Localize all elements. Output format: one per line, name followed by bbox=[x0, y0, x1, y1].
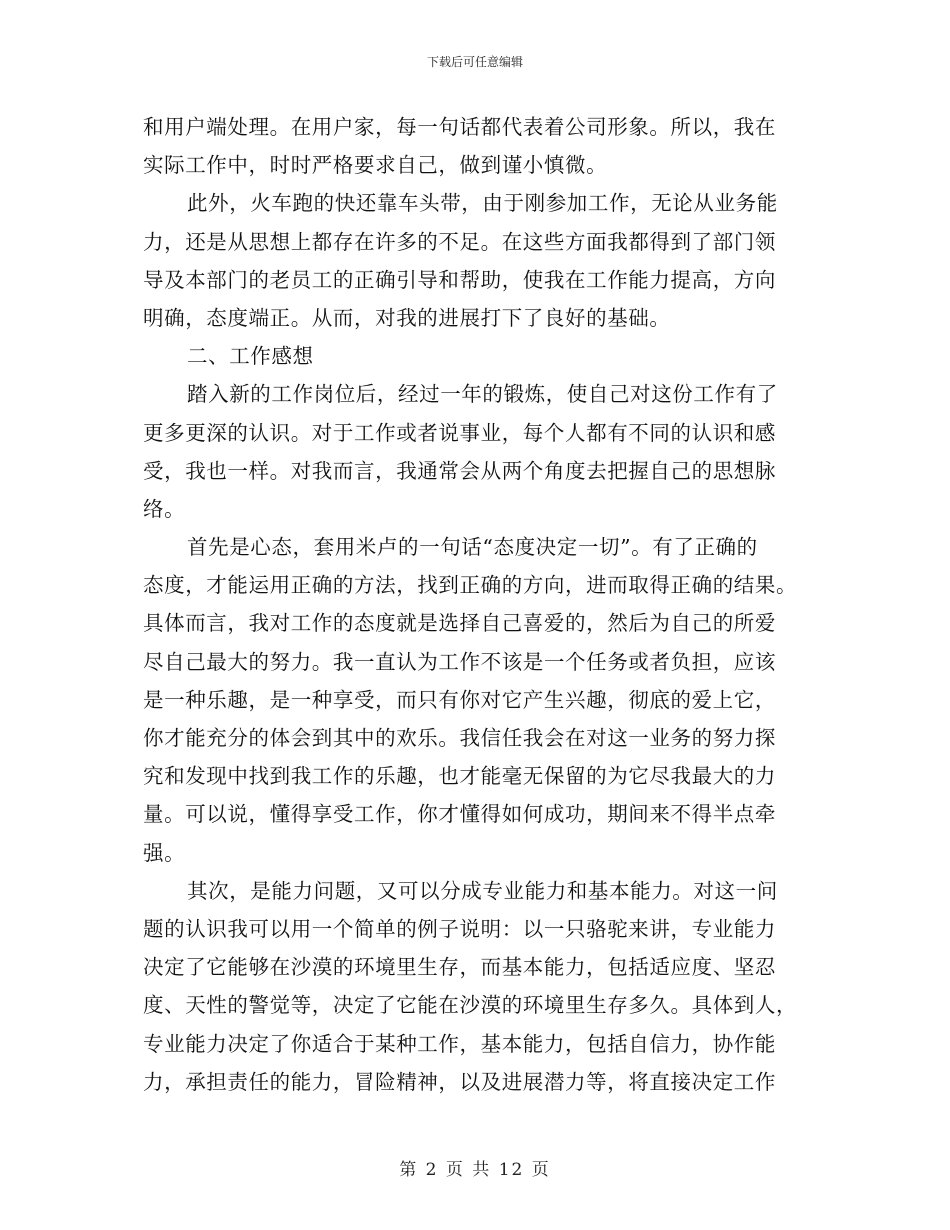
text-line: 你才能充分的体会到其中的欢乐。我信任我会在对这一业务的努力探 bbox=[143, 726, 776, 750]
text-line: 专业能力决定了你适合于某种工作，基本能力，包括自信力，协作能 bbox=[143, 1031, 776, 1056]
page-header: 下载后可任意编辑 bbox=[426, 55, 523, 69]
text-line: 络。 bbox=[143, 496, 186, 521]
text-line: 题的认识我可以用一个简单的例子说明：以一只骆驼来讲，专业能力 bbox=[143, 916, 776, 941]
text-line: 实际工作中，时时严格要求自己，做到谨小慎微。 bbox=[143, 153, 608, 178]
text-line: 是一种乐趣，是一种享受，而只有你对它产生兴趣，彻底的爱上它， bbox=[143, 687, 776, 712]
text-line: 首先是心态，套用米卢的一句话“态度决定一切”。有了正确的 bbox=[187, 535, 758, 560]
text-line: 决定了它能够在沙漠的环境里生存，而基本能力，包括适应度、坚忍 bbox=[143, 955, 776, 980]
text-line: 力，承担责任的能力，冒险精神，以及进展潜力等，将直接决定工作 bbox=[143, 1069, 776, 1094]
text-line: 究和发现中找到我工作的乐趣，也才能毫无保留的为它尽我最大的力 bbox=[143, 764, 776, 789]
text-line: 更多更深的认识。对于工作或者说事业，每个人都有不同的认识和感 bbox=[143, 420, 776, 445]
text-line: 明确，态度端正。从而，对我的进展打下了良好的基础。 bbox=[143, 305, 671, 330]
text-line: 踏入新的工作岗位后，经过一年的锻炼，使自己对这份工作有了 bbox=[187, 382, 778, 407]
text-line: 度、天性的警觉等，决定了它能在沙漠的环境里生存多久。具体到人， bbox=[143, 993, 798, 1018]
text-line: 力，还是从思想上都存在许多的不足。在这些方面我都得到了部门领 bbox=[143, 229, 776, 254]
text-line: 受，我也一样。对我而言，我通常会从两个角度去把握自己的思想脉 bbox=[143, 458, 776, 483]
text-line: 此外，火车跑的快还靠车头带，由于刚参加工作，无论从业务能 bbox=[187, 191, 778, 216]
text-line: 导及本部门的老员工的正确引导和帮助，使我在工作能力提高，方向 bbox=[143, 267, 776, 292]
text-line: 具体而言，我对工作的态度就是选择自己喜爱的，然后为自己的所爱 bbox=[143, 611, 776, 636]
text-line: 其次，是能力问题，又可以分成专业能力和基本能力。对这一问 bbox=[187, 878, 778, 903]
text-line: 态度，才能运用正确的方法，找到正确的方向，进而取得正确的结果。 bbox=[143, 573, 798, 598]
document-body bbox=[143, 108, 808, 1101]
page-footer: 第 2 页 共 12 页 bbox=[399, 1160, 551, 1180]
text-line: 量。可以说，懂得享受工作，你才懂得如何成功，期间来不得半点牵 bbox=[143, 802, 776, 827]
text-line: 二、工作感想 bbox=[187, 344, 314, 369]
text-line: 强。 bbox=[143, 840, 186, 865]
text-line: 尽自己最大的努力。我一直认为工作不该是一个任务或者负担，应该 bbox=[143, 649, 776, 674]
text-line: 和用户端处理。在用户家，每一句话都代表着公司形象。所以，我在 bbox=[143, 115, 776, 139]
